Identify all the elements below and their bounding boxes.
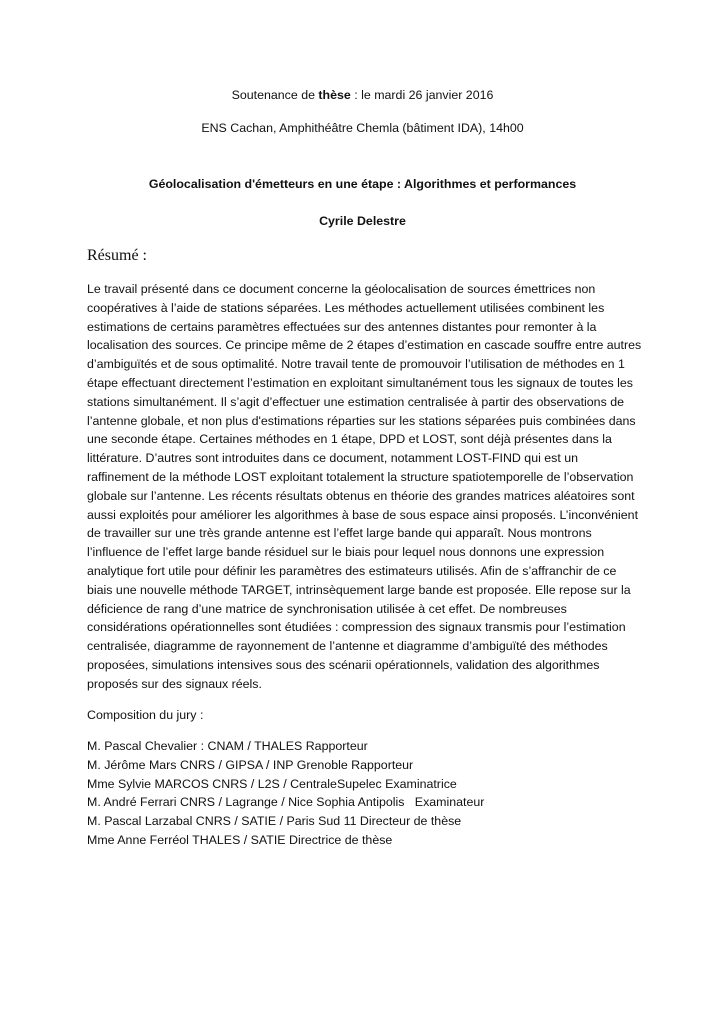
abstract-line: localisation des sources. Ce principe même de 2 étapes d’estimation en cascade souffre entre autres <box>87 338 642 353</box>
abstract-line: globale sur l’antenne. Les récents résultats obtenus en théorie des grandes matrices aléatoires sont <box>87 488 635 503</box>
jury-heading: Composition du jury : <box>87 708 204 722</box>
abstract-line: estimations de certains paramètres effectuées sur des antennes distantes pour remonter à la <box>87 319 597 334</box>
abstract-line: proposées, simulations intensives sous des scénarii opérationnels, validation des algorithmes <box>87 657 600 672</box>
jury-member: M. Pascal Larzabal CNRS / SATIE / Paris Sud 11 Directeur de thèse <box>87 814 462 829</box>
defense-thesis-word: thèse <box>318 88 351 102</box>
jury-member: Mme Anne Ferréol THALES / SATIE Directrice de thèse <box>87 832 393 847</box>
jury-member: M. André Ferrari CNRS / Lagrange / Nice Sophia Antipolis Examinateur <box>87 795 485 810</box>
abstract-line: l’influence de l’effet large bande résiduel sur le biais pour lequel nous donnons une expression <box>87 545 605 560</box>
defense-date-line <box>0 87 725 103</box>
abstract-line: de travailler sur une très grande antenne est l’effet large bande qui apparaît. Nous montrons <box>87 526 592 541</box>
abstract-line: Le travail présenté dans ce document concerne la géolocalisation de sources émettrices non <box>87 282 596 296</box>
defense-prefix: Soutenance de <box>231 88 319 102</box>
abstract-line: proposés sur des signaux réels. <box>87 676 262 691</box>
abstract-line: considérations opérationnelles sont étudiées : compression des signaux transmis pour l’estimation <box>87 620 626 635</box>
abstract-heading: Résumé : <box>87 247 147 264</box>
abstract-line: aussi exploités pour améliorer les algorithmes à base de sous espace ainsi proposés. L’inconvénient <box>87 507 639 522</box>
jury-member: M. Jérôme Mars CNRS / GIPSA / INP Grenoble Rapporteur <box>87 757 414 772</box>
abstract-line: déficience de rang d’une matrice de synchronisation utilisée à cet effet. De nombreuses <box>87 601 567 616</box>
abstract-line: une seconde étape. Certaines méthodes en 1 étape, DPD et LOST, sont déjà présentes dans la <box>87 432 612 447</box>
abstract-line: d’ambiguïtés et de sous optimalité. Notre travail tente de promouvoir l’utilisation de méthodes en 1 <box>87 357 625 372</box>
abstract-line: l’antenne globale, et non plus d'estimations réparties sur les stations séparées puis combinées dans <box>87 413 636 428</box>
abstract-line: analytique fort utile pour définir les paramètres des estimateurs utilisés. Afin de s’affranchir de ce <box>87 563 617 578</box>
abstract-line: centralisée, diagramme de rayonnement de l’antenne et diagramme d’ambiguïté des méthodes <box>87 639 608 654</box>
defense-date: : le mardi 26 janvier 2016 <box>350 88 494 102</box>
jury-list <box>87 737 484 850</box>
defense-location: ENS Cachan, Amphithéâtre Chemla (bâtiment IDA), 14h00 <box>201 121 524 135</box>
thesis-author: Cyrile Delestre <box>319 214 406 228</box>
thesis-title: Géolocalisation d'émetteurs en une étape : Algorithmes et performances <box>148 177 577 191</box>
abstract-line: stations simultanément. Il s’agit d’effectuer une estimation centralisée à partir des observations de <box>87 394 624 409</box>
abstract-line: biais une nouvelle méthode TARGET, intrinsèquement large bande est proposée. Elle repose sur la <box>87 582 631 597</box>
abstract-line: étape effectuant directement l’estimation en exploitant simultanément tous les signaux de toutes les <box>87 375 633 390</box>
abstract-line: littérature. D’autres sont introduites dans ce document, notamment LOST-FIND qui est un <box>87 451 579 466</box>
abstract-body <box>87 280 647 694</box>
abstract-line: raffinement de la méthode LOST exploitant totalement la structure spatiotemporelle de l’observation <box>87 469 634 484</box>
abstract-line: coopératives à l’aide de stations séparées. Les méthodes actuellement utilisées combinent les <box>87 300 605 315</box>
jury-member: Mme Sylvie MARCOS CNRS / L2S / CentraleSupelec Examinatrice <box>87 776 457 791</box>
jury-member: M. Pascal Chevalier : CNAM / THALES Rapporteur <box>87 739 368 753</box>
